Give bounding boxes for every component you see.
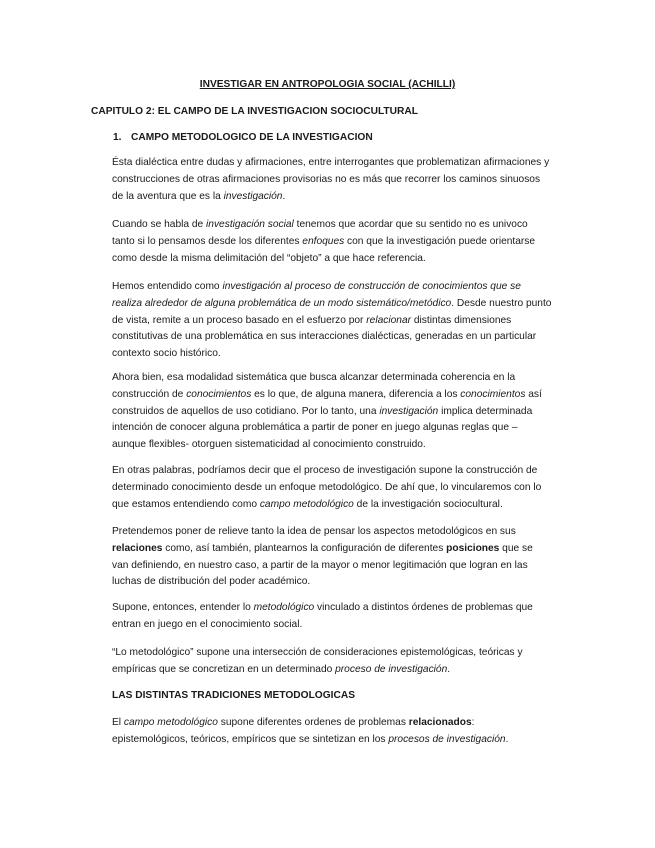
text-run: Ésta dialéctica entre dudas y afirmaciones, entre interrogantes que problematizan afirmaciones y construcciones de otras afirmaciones provisorias no es más que recorrer los caminos sinuosos de la aventura que es la	[112, 157, 550, 202]
paragraph-2	[112, 217, 552, 267]
text-run: El	[112, 717, 124, 728]
italic-run: investigación	[223, 190, 283, 202]
text-run: con que la investigación puede orientarse como desde la misma delimitación del “objeto” a que hace referencia.	[112, 235, 536, 264]
paragraph-1	[112, 155, 552, 205]
chapter-heading: CAPITULO 2: EL CAMPO DE LA INVESTIGACION SOCIOCULTURAL	[91, 106, 418, 117]
text-run: así construidos de aquellos de uso cotidiano. Por lo tanto, una	[112, 388, 542, 417]
text-run: Supone, entonces, entender lo	[112, 602, 254, 613]
text-run: Ahora bien, esa modalidad sistemática que busca alcanzar determinada coherencia en la construcción de	[112, 372, 516, 400]
italic-run: investigación al proceso de construcción de conocimientos que se realiza alrededor de alguna problemática de un modo sistemático/metódico	[112, 281, 521, 309]
paragraph-4	[112, 370, 552, 454]
italic-run: procesos de investigación	[388, 733, 506, 745]
italic-run: campo metodológico	[259, 498, 354, 510]
text-run: vinculado a distintos órdenes de problemas que entran en juego en el conocimiento social.	[112, 602, 533, 630]
paragraph-7	[112, 600, 552, 634]
text-run: . Desde nuestro punto de vista, remite a un proceso basado en el esfuerzo por	[112, 297, 552, 326]
italic-run: metodológico	[253, 602, 315, 613]
paragraph-8	[112, 645, 552, 679]
italic-run: investigación	[379, 405, 439, 417]
italic-run: investigación social	[206, 219, 294, 230]
text-run: : epistemológicos, teóricos, empíricos que se sintetizan en los	[112, 717, 475, 745]
italic-run: relacionar	[366, 314, 412, 326]
text-run: Hemos entendido como	[112, 281, 223, 292]
paragraph-9	[112, 715, 552, 749]
paragraph-6	[112, 524, 552, 591]
text-run: En otras palabras, podríamos decir que el proceso de investigación supone la construcción de determinado conocimiento desde un enfoque metodológico. De ahí que, lo vincularemos con lo que estamos entendiendo como	[112, 465, 542, 510]
text-run: .	[447, 663, 451, 675]
text-run: como, así también, plantearnos la configuración de diferentes	[162, 542, 447, 554]
bold-run: posiciones	[446, 542, 500, 554]
text-run: es lo que, de alguna manera, diferencia a los	[251, 388, 461, 400]
paragraph-3	[112, 279, 552, 363]
italic-run: proceso de investigación	[335, 663, 448, 675]
section-title: CAMPO METODOLOGICO DE LA INVESTIGACION	[131, 132, 373, 143]
bold-run: relaciones	[112, 542, 163, 554]
document-title: INVESTIGAR EN ANTROPOLOGIA SOCIAL (ACHILLI)	[199, 79, 456, 90]
text-run: tenemos que acordar que su sentido no es univoco tanto si lo pensamos desde los diferentes	[112, 219, 528, 247]
italic-run: enfoques	[302, 235, 345, 247]
paragraph-5	[112, 463, 552, 513]
text-run: que se van definiendo, en nuestro caso, a partir de la mayor o menor legitimación que logran en las luchas de distribución del poder académico.	[112, 542, 533, 588]
text-run: implica determinada intención de conocer alguna problemática a partir de poner en juego algunas reglas que – aunque flexibles- otorguen sistematicidad al conocimiento construido.	[112, 405, 533, 451]
text-run: de la investigación sociocultural.	[353, 498, 503, 510]
section-number: 1.	[113, 132, 122, 143]
text-run: Pretendemos poner de relieve tanto la idea de pensar los aspectos metodológicos en sus	[112, 526, 516, 537]
text-run: distintas dimensiones constitutivas de una problemática en sus interacciones dialécticas, generadas en un particular contexto socio histórico.	[112, 314, 537, 360]
italic-run: conocimientos	[460, 388, 526, 400]
bold-run: relacionados	[408, 717, 472, 728]
text-run: .	[505, 733, 509, 745]
text-run: Cuando se habla de	[112, 219, 207, 230]
text-run: .	[282, 190, 286, 202]
italic-run: campo metodológico	[123, 717, 218, 728]
text-run: “Lo metodológico” supone una intersección de consideraciones epistemológicas, teóricas y empíricas que se concretizan en un determinado	[112, 647, 523, 675]
subheading: LAS DISTINTAS TRADICIONES METODOLOGICAS	[112, 690, 355, 701]
italic-run: conocimientos	[186, 388, 252, 400]
section-heading	[113, 132, 373, 143]
text-run: supone diferentes ordenes de problemas	[217, 717, 409, 728]
